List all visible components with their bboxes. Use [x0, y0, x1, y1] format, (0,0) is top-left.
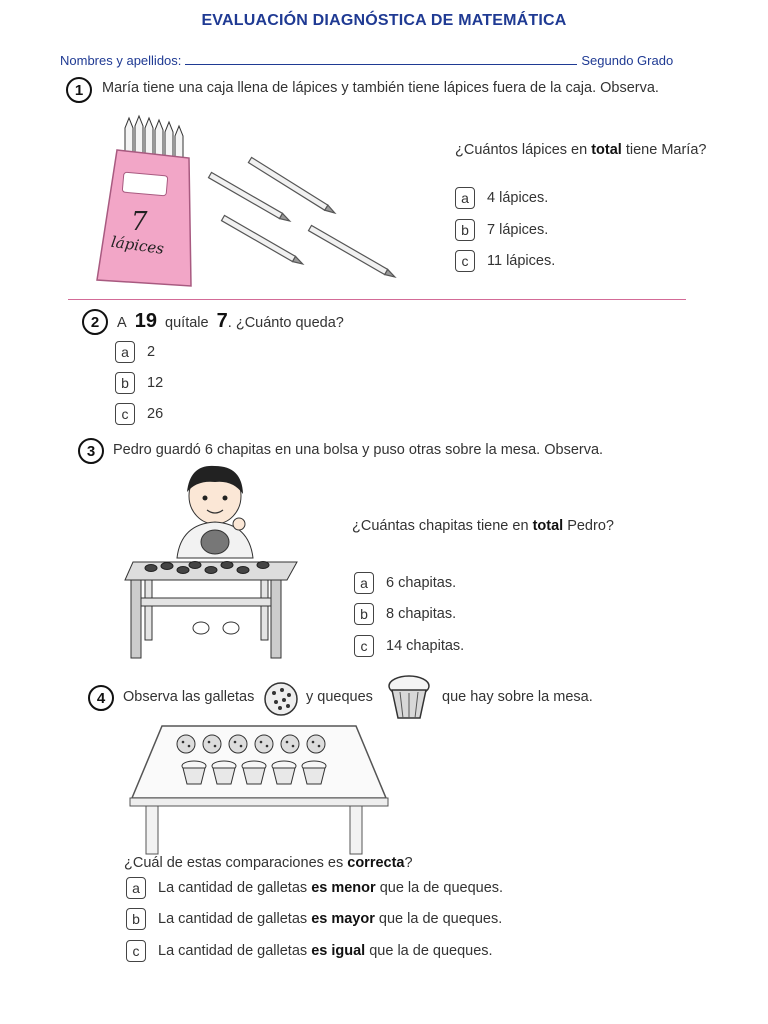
q3-prompt-post: Pedro?	[563, 518, 614, 534]
option-text: 4 lápices.	[487, 190, 549, 206]
section-divider	[68, 299, 686, 300]
q3-prompt-bold: total	[532, 518, 564, 534]
option-letter-box[interactable]: c	[455, 250, 475, 272]
q1-option-c[interactable]	[455, 250, 555, 272]
q2-option-a[interactable]	[115, 341, 155, 363]
name-blank-line[interactable]	[185, 52, 577, 65]
question-2-text	[117, 310, 344, 333]
q1-prompt-post: tiene María?	[621, 142, 707, 158]
option-text: 26	[147, 406, 164, 422]
question-4-prompt	[124, 855, 413, 871]
option-text: 6 chapitas.	[386, 575, 457, 591]
question-4-text-a: Observa las galletas	[123, 689, 255, 705]
box-window	[122, 172, 168, 196]
question-2-number: 2	[82, 309, 108, 335]
bag	[201, 530, 229, 554]
option-letter-box[interactable]: a	[354, 572, 374, 594]
question-3-text: Pedro guardó 6 chapitas en una bolsa y puso otras sobre la mesa. Observa.	[113, 442, 604, 458]
option-text: 2	[147, 344, 156, 360]
question-3-prompt	[352, 518, 614, 534]
q3-option-a[interactable]	[354, 572, 456, 594]
question-4-text-b: y queques	[306, 689, 373, 705]
option-text-pre: La cantidad de galletas	[158, 911, 308, 927]
option-text-bold: es igual	[311, 943, 366, 959]
option-letter-box[interactable]: a	[115, 341, 135, 363]
q4-prompt-post: ?	[404, 855, 413, 871]
pencils-illustration	[85, 110, 405, 295]
option-text: 7 lápices.	[487, 222, 549, 238]
cupcake-icon	[386, 672, 432, 722]
q4-prompt-pre: ¿Cuál de estas comparaciones es	[124, 855, 348, 871]
question-4-text-c: que hay sobre la mesa.	[442, 689, 593, 705]
option-text: 12	[147, 375, 164, 391]
option-letter-box[interactable]: c	[126, 940, 146, 962]
q2-pre: A	[117, 315, 127, 331]
option-letter-box[interactable]: a	[455, 187, 475, 209]
grade-label: Segundo Grado	[581, 53, 674, 68]
box-number: 7	[131, 207, 148, 237]
question-1-prompt	[455, 142, 706, 158]
cookies-cupcakes-table-illustration	[128, 722, 390, 857]
option-letter-box[interactable]: b	[126, 908, 146, 930]
option-text: 8 chapitas.	[386, 606, 457, 622]
option-text-pre: La cantidad de galletas	[158, 880, 308, 896]
question-4-number: 4	[88, 685, 114, 711]
question-1-text: María tiene una caja llena de lápices y también tiene lápices fuera de la caja. Observa.	[102, 80, 659, 96]
option-text: 11 lápices.	[487, 253, 556, 269]
q2-number-2: 7	[216, 310, 228, 332]
page-title: EVALUACIÓN DIAGNÓSTICA DE MATEMÁTICA	[201, 12, 567, 29]
q2-post: . ¿Cuánto queda?	[227, 315, 344, 331]
q4-option-c[interactable]	[126, 940, 493, 962]
q2-number-1: 19	[134, 310, 157, 332]
cookie-icon	[262, 680, 300, 718]
name-label: Nombres y apellidos:	[60, 53, 182, 68]
option-letter-box[interactable]: a	[126, 877, 146, 899]
q1-prompt-bold: total	[591, 142, 622, 158]
q1-option-a[interactable]	[455, 187, 548, 209]
option-text: 14 chapitas.	[386, 638, 465, 654]
q4-option-b[interactable]	[126, 908, 502, 930]
box-label: lápices	[109, 232, 166, 258]
q3-option-b[interactable]	[354, 603, 456, 625]
option-letter-box[interactable]: b	[115, 372, 135, 394]
q2-option-b[interactable]	[115, 372, 163, 394]
q4-option-a[interactable]	[126, 877, 503, 899]
option-text-pre: La cantidad de galletas	[158, 943, 308, 959]
question-1-number: 1	[66, 77, 92, 103]
q1-option-b[interactable]	[455, 219, 548, 241]
q2-mid: quítale	[165, 315, 209, 331]
option-letter-box[interactable]: b	[455, 219, 475, 241]
q3-option-c[interactable]	[354, 635, 464, 657]
option-text-bold: es menor	[311, 880, 376, 896]
option-text-bold: es mayor	[311, 911, 375, 927]
name-field-row	[60, 52, 673, 68]
option-letter-box[interactable]: b	[354, 603, 374, 625]
option-letter-box[interactable]: c	[354, 635, 374, 657]
loose-pencils	[209, 157, 397, 279]
q1-prompt-pre: ¿Cuántos lápices en	[455, 142, 592, 158]
question-3-number: 3	[78, 438, 104, 464]
option-letter-box[interactable]: c	[115, 403, 135, 425]
option-text-post: que la de queques.	[379, 880, 504, 896]
option-text-post: que la de queques.	[369, 943, 493, 959]
boy-at-table-illustration	[115, 462, 305, 662]
q3-prompt-pre: ¿Cuántas chapitas tiene en	[352, 518, 533, 534]
q2-option-c[interactable]	[115, 403, 163, 425]
option-text-post: que la de queques.	[378, 911, 503, 927]
q4-prompt-bold: correcta	[347, 855, 405, 871]
